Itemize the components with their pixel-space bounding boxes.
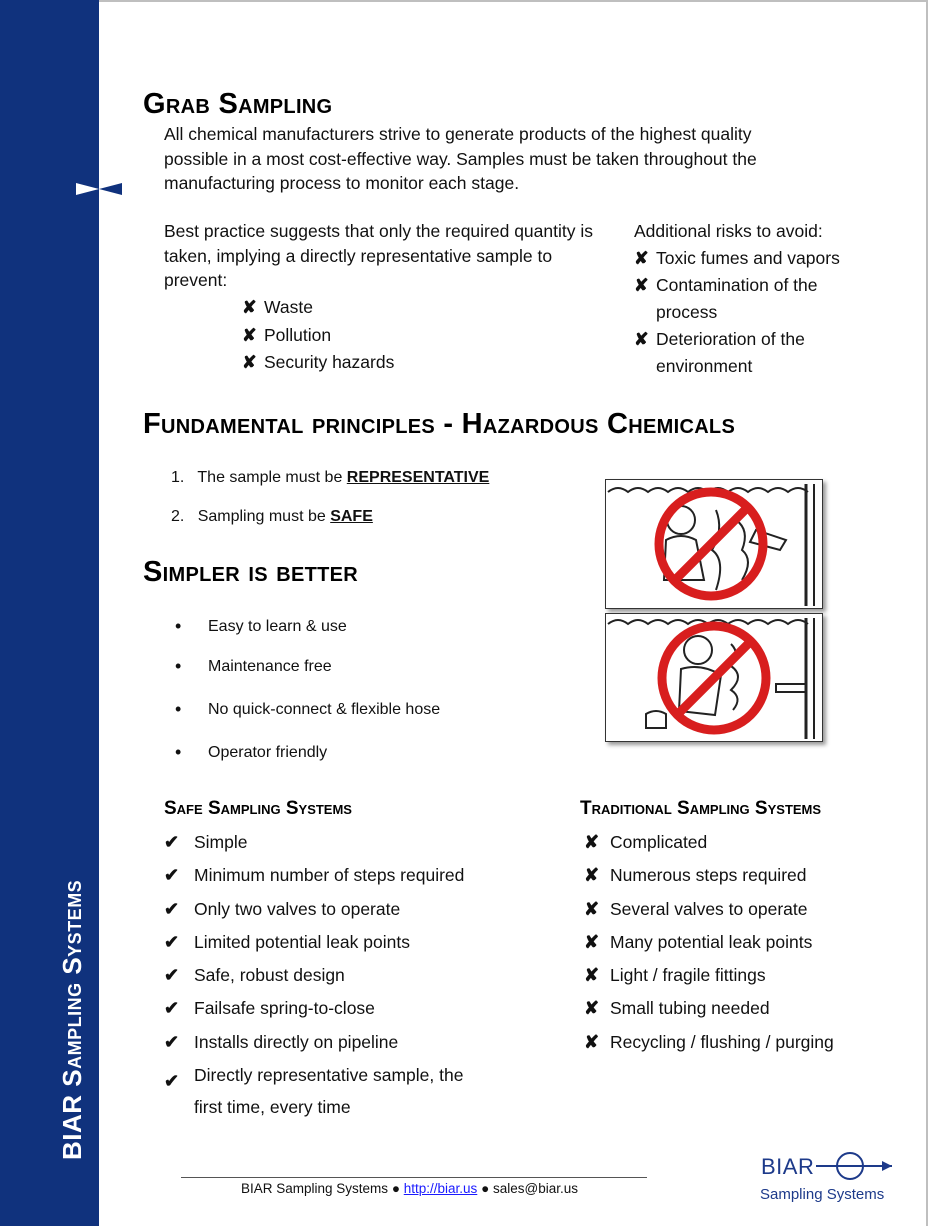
list-item: ✘ Toxic fumes and vapors <box>634 245 864 272</box>
principle-item-2: 2. Sampling must be SAFE <box>171 508 373 525</box>
bullet-icon: • <box>175 742 182 762</box>
list-item: ✘ Deterioration of the environment <box>634 326 864 380</box>
grab-sampling-heading: Grab Sampling <box>143 88 333 120</box>
cross-icon: ✘ <box>584 998 600 1019</box>
cross-icon: ✘ <box>584 931 600 952</box>
list-item: ✘ Many potential leak points <box>584 931 813 952</box>
list-item: ✘ Contamination of the process <box>634 272 864 326</box>
check-icon: ✔ <box>164 965 180 986</box>
list-item: ✘ Pollution <box>242 322 394 350</box>
list-item: ✔ Minimum number of steps required <box>164 865 465 886</box>
valve-symbol-icon <box>816 1148 896 1182</box>
check-icon: ✔ <box>164 832 180 852</box>
logo-tagline: Sampling Systems <box>760 1186 885 1203</box>
list-item: ✔ Installs directly on pipeline <box>164 1031 399 1052</box>
check-icon: ✔ <box>164 898 180 919</box>
list-item: ✘ Complicated <box>584 832 708 852</box>
check-icon: ✔ <box>164 1031 180 1052</box>
cross-icon: ✘ <box>584 1031 600 1052</box>
check-icon: ✔ <box>164 865 180 886</box>
sidebar-title: BIAR Sampling Systems <box>57 879 87 1160</box>
footer-divider <box>181 1177 647 1178</box>
grab-intro-paragraph: All chemical manufacturers strive to generate products of the highest quality possible in a most cost-effective way. Samples must be taken throughout the manufacturing process to monitor each stage. <box>164 124 757 193</box>
cross-icon: ✘ <box>584 832 600 852</box>
cross-icon: ✘ <box>634 329 649 349</box>
list-item: ✘ Waste <box>242 294 394 322</box>
footer-separator: ● <box>391 1181 400 1196</box>
footer <box>241 1181 578 1196</box>
cross-icon: ✘ <box>242 297 257 317</box>
list-item: ✔ Failsafe spring-to-close <box>164 998 375 1019</box>
no-hazard-icon <box>606 480 822 608</box>
simpler-heading: Simpler is better <box>143 556 359 588</box>
best-practice-paragraph: Best practice suggests that only the required quantity is taken, implying a directly representative sample to prevent: <box>164 221 593 290</box>
list-item: ✘ Several valves to operate <box>584 898 808 919</box>
list-item: ✔ Directly representative sample, the first time, every time <box>164 1065 464 1118</box>
top-border <box>0 0 928 2</box>
footer-company: BIAR Sampling Systems <box>241 1181 389 1196</box>
cross-icon: ✘ <box>584 965 600 986</box>
list-item: ✔ Only two valves to operate <box>164 898 401 919</box>
footer-email: sales@biar.us <box>492 1181 578 1196</box>
cross-icon: ✘ <box>584 898 600 919</box>
logo-name: BIAR <box>761 1154 815 1179</box>
check-icon: ✔ <box>164 931 180 952</box>
list-item: ✘ Numerous steps required <box>584 865 807 886</box>
biar-logo <box>758 1148 898 1208</box>
cross-icon: ✘ <box>634 275 649 295</box>
bullet-icon: • <box>175 656 182 676</box>
check-icon: ✔ <box>164 1071 180 1092</box>
principle-item-1: 1. The sample must be REPRESENTATIVE <box>171 469 490 486</box>
cross-icon: ✘ <box>634 248 649 268</box>
prevent-list <box>242 294 394 377</box>
risks-list <box>634 245 864 380</box>
principles-heading: Fundamental principles - Hazardous Chemicals <box>143 408 736 440</box>
bullet-icon: • <box>175 616 182 636</box>
list-item: ✔ Simple <box>164 832 248 852</box>
cross-icon: ✘ <box>242 324 257 345</box>
list-item: ✔ Limited potential leak points <box>164 931 410 952</box>
safe-systems-list <box>164 832 484 1123</box>
cross-icon: ✘ <box>584 865 600 886</box>
safe-systems-heading: Safe Sampling Systems <box>164 798 352 819</box>
no-hazard-icon <box>606 614 822 741</box>
bowtie-marker-icon <box>76 181 122 197</box>
risks-title: Additional risks to avoid: <box>634 221 823 241</box>
check-icon: ✔ <box>164 998 180 1019</box>
bullet-icon: • <box>175 699 182 719</box>
footer-separator: ● <box>481 1181 490 1196</box>
list-item: ✘ Small tubing needed <box>584 998 770 1019</box>
hazard-illustration-1 <box>605 479 823 609</box>
list-item: ✘ Recycling / flushing / purging <box>584 1031 834 1052</box>
footer-website-link[interactable]: http://biar.us <box>403 1181 478 1196</box>
traditional-systems-list <box>584 832 884 1065</box>
list-item: ✘ Light / fragile fittings <box>584 965 766 986</box>
hazard-illustration-2 <box>605 613 823 742</box>
cross-icon: ✘ <box>242 352 257 372</box>
list-item: ✘ Security hazards <box>242 349 394 377</box>
traditional-systems-heading: Traditional Sampling Systems <box>580 798 822 819</box>
list-item: ✔ Safe, robust design <box>164 965 345 986</box>
